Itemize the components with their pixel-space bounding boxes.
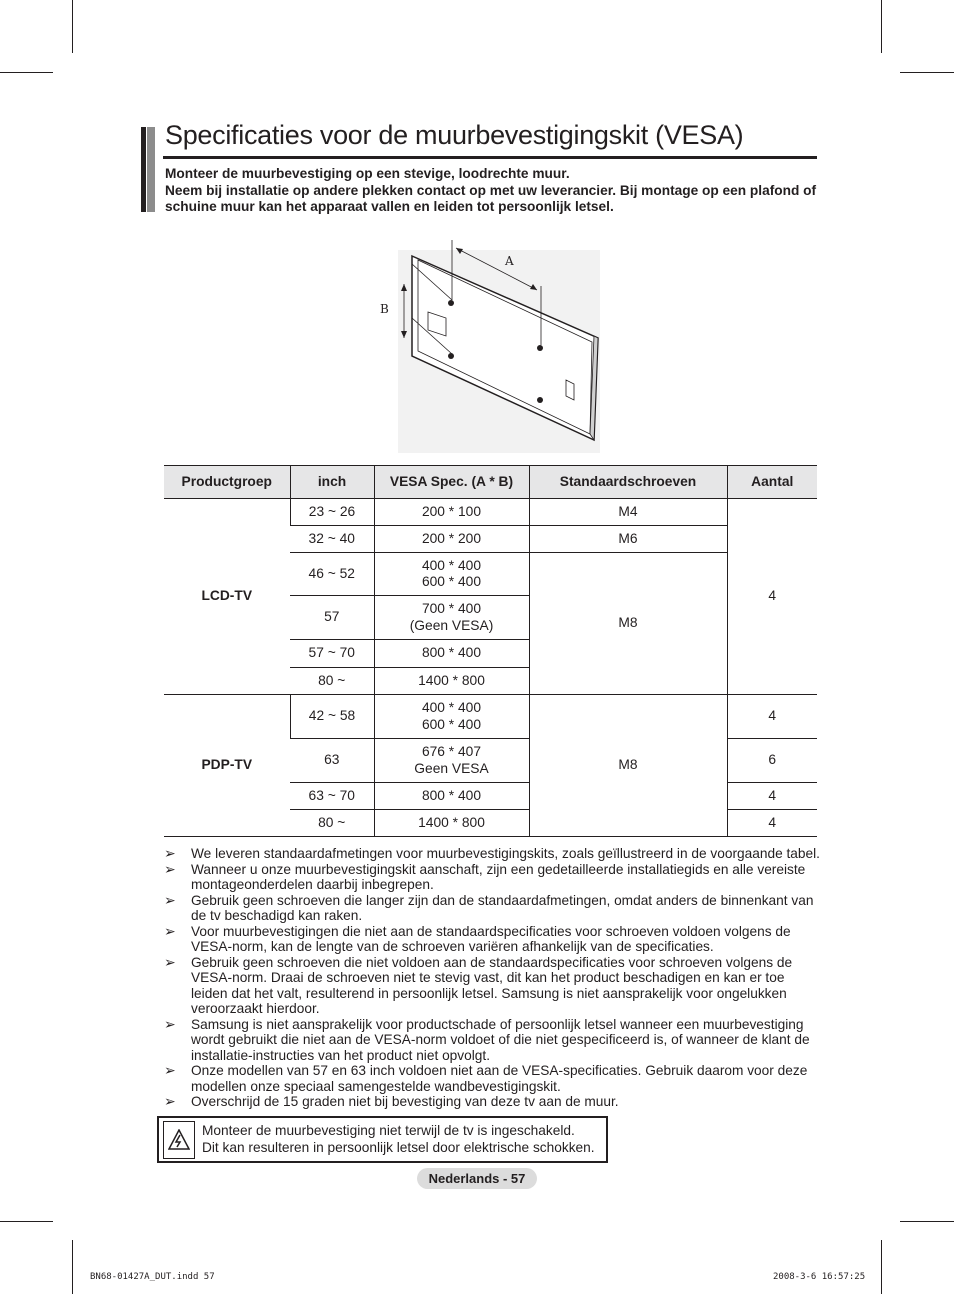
intro-line: Monteer de muurbevestiging op een stevige, loodrechte muur. (165, 166, 570, 181)
print-date-info: 2008-3-6 16:57:25 (773, 1272, 866, 1282)
note-item (164, 924, 824, 955)
crop-mark (881, 1240, 882, 1294)
mount-hole (537, 397, 543, 403)
vesa-line: (Geen VESA) (409, 617, 494, 633)
dimension-a-label: A (505, 254, 514, 268)
screw-cell: M4 (529, 499, 727, 526)
table-header-row (164, 466, 817, 499)
crop-mark (0, 1221, 53, 1222)
inch-cell: 42 ~ 58 (290, 695, 374, 739)
warning-box (157, 1116, 608, 1163)
table-row (164, 695, 817, 739)
crop-mark (72, 0, 73, 53)
page-title: Specificaties voor de muurbevestigingskit (VESA) (165, 120, 744, 150)
vesa-cell: 800 * 400 (374, 640, 529, 668)
crop-mark (72, 1240, 73, 1294)
note-arrow-icon: ➢ (164, 1015, 176, 1032)
vesa-cell: 800 * 400 (374, 783, 529, 810)
note-text: Wanneer u onze muurbevestigingskit aanschaft, zijn een gedetailleerde installatiegids en alle vereiste montageonderdelen daarbij inbegrepen. (191, 861, 806, 892)
vesa-cell (374, 739, 529, 783)
print-file-info: BN68-01427A_DUT.indd 57 (90, 1272, 215, 1282)
note-arrow-icon: ➢ (164, 860, 176, 877)
note-arrow-icon: ➢ (164, 845, 176, 861)
mount-hole (448, 300, 454, 306)
vesa-cell: 1400 * 800 (374, 668, 529, 695)
title-accent-bar-gray (147, 127, 155, 212)
inch-cell: 80 ~ (290, 810, 374, 837)
note-text: Gebruik geen schroeven die langer zijn dan de standaardafmetingen, omdat anders de binnenkant van de tv beschadigd kan raken. (191, 892, 814, 923)
note-item (164, 955, 824, 1017)
vesa-line: 600 * 400 (421, 716, 482, 732)
aantal-cell: 4 (727, 695, 817, 739)
warning-line: Dit kan resulteren in persoonlijk letsel door elektrische schokken. (202, 1139, 595, 1155)
mount-hole (537, 345, 543, 351)
warning-text (202, 1123, 595, 1156)
notes-list (164, 846, 824, 1110)
vesa-cell (374, 695, 529, 739)
inch-cell: 46 ~ 52 (290, 553, 374, 596)
aantal-cell: 4 (727, 810, 817, 837)
note-arrow-icon: ➢ (164, 953, 176, 970)
note-text: Voor muurbevestigingen die niet aan de standaardspecificaties voor schroeven voldoen volgens de VESA-norm, kan de lengte van de schroeven variëren afhankelijk van de specificaties. (191, 923, 791, 954)
inch-cell: 23 ~ 26 (290, 499, 374, 526)
vesa-cell (374, 596, 529, 640)
vesa-cell: 200 * 200 (374, 526, 529, 553)
note-item (164, 1094, 824, 1110)
warning-icon (163, 1121, 195, 1159)
screw-cell: M6 (529, 526, 727, 553)
intro-line: Neem bij installatie op andere plekken contact op met uw leverancier. Bij montage op een plafond of schuine muur kan het apparaat vallen en leiden tot persoonlijk letsel. (165, 182, 817, 214)
aantal-cell: 4 (727, 499, 817, 695)
vesa-cell (374, 553, 529, 596)
inch-cell: 32 ~ 40 (290, 526, 374, 553)
title-rule (163, 156, 817, 159)
column-header: VESA Spec. (A * B) (374, 466, 529, 499)
vesa-cell: 200 * 100 (374, 499, 529, 526)
table-row (164, 499, 817, 526)
column-header: Productgroep (164, 466, 290, 499)
inch-cell: 57 ~ 70 (290, 640, 374, 668)
screw-cell: M8 (529, 695, 727, 837)
vesa-line: Geen VESA (414, 760, 489, 776)
dimension-b-label: B (380, 302, 389, 316)
vesa-line: 676 * 407 (421, 744, 482, 759)
crop-mark (881, 0, 882, 53)
warning-line: Monteer de muurbevestiging niet terwijl de tv is ingeschakeld. (202, 1123, 575, 1138)
inch-cell: 57 (290, 596, 374, 640)
crop-mark (0, 72, 53, 73)
note-item (164, 1063, 824, 1094)
note-arrow-icon: ➢ (164, 1093, 176, 1109)
crop-mark (900, 72, 954, 73)
note-arrow-icon: ➢ (164, 922, 176, 939)
note-text: Gebruik geen schroeven die niet voldoen aan de standaardspecificaties voor schroeven volgens de VESA-norm. Draai de schroeven niet te stevig vast, dit kan het product beschadigen en kan er toe leiden dat het valt, resulterend in persoonlijk letsel. Samsung is niet aansprakelijk voor ongelukken veroorzaakt hierdoor. (191, 954, 793, 1016)
column-header: Aantal (727, 466, 817, 499)
note-text: Onze modellen van 57 en 63 inch voldoen niet aan de VESA-specificaties. Gebruik daarom voor deze modellen onze speciaal samengestelde wandbevestigingskit. (191, 1063, 808, 1094)
vesa-line: 400 * 400 (421, 700, 482, 715)
aantal-cell: 6 (727, 739, 817, 783)
intro-text (165, 166, 825, 216)
note-item (164, 846, 824, 862)
group-cell: PDP-TV (164, 695, 290, 837)
note-item (164, 862, 824, 893)
group-cell: LCD-TV (164, 499, 290, 695)
note-arrow-icon: ➢ (164, 1062, 176, 1078)
mount-hole (448, 353, 454, 359)
crop-mark (900, 1221, 954, 1222)
column-header: Standaardschroeven (529, 466, 727, 499)
note-arrow-icon: ➢ (164, 891, 176, 908)
vesa-line: 600 * 400 (421, 574, 482, 589)
vesa-line: 700 * 400 (421, 601, 482, 616)
tv-backside-diagram (378, 238, 600, 453)
note-text: Samsung is niet aansprakelijk voor productschade of persoonlijk letsel wanneer een muurbevestiging wordt gebruikt die niet aan de VESA-norm voldoet of die niet gespecificeerd is, of wanneer de klant de installatie-instructies van het product niet opvolgt. (191, 1016, 810, 1063)
vesa-cell: 1400 * 800 (374, 810, 529, 837)
title-accent-bar (141, 127, 146, 212)
inch-cell: 63 (290, 739, 374, 783)
inch-cell: 80 ~ (290, 668, 374, 695)
note-item (164, 893, 824, 924)
vesa-line: 400 * 400 (421, 557, 482, 573)
screw-cell: M8 (529, 553, 727, 695)
column-header: inch (290, 466, 374, 499)
vesa-spec-table (164, 465, 817, 837)
page-footer-badge: Nederlands - 57 (417, 1168, 537, 1189)
note-text: We leveren standaardafmetingen voor muurbevestigingskits, zoals geïllustreerd in de voorgaande tabel. (191, 846, 820, 861)
note-item (164, 1017, 824, 1064)
note-text: Overschrijd de 15 graden niet bij bevestiging van deze tv aan de muur. (191, 1094, 619, 1109)
inch-cell: 63 ~ 70 (290, 783, 374, 810)
aantal-cell: 4 (727, 783, 817, 810)
